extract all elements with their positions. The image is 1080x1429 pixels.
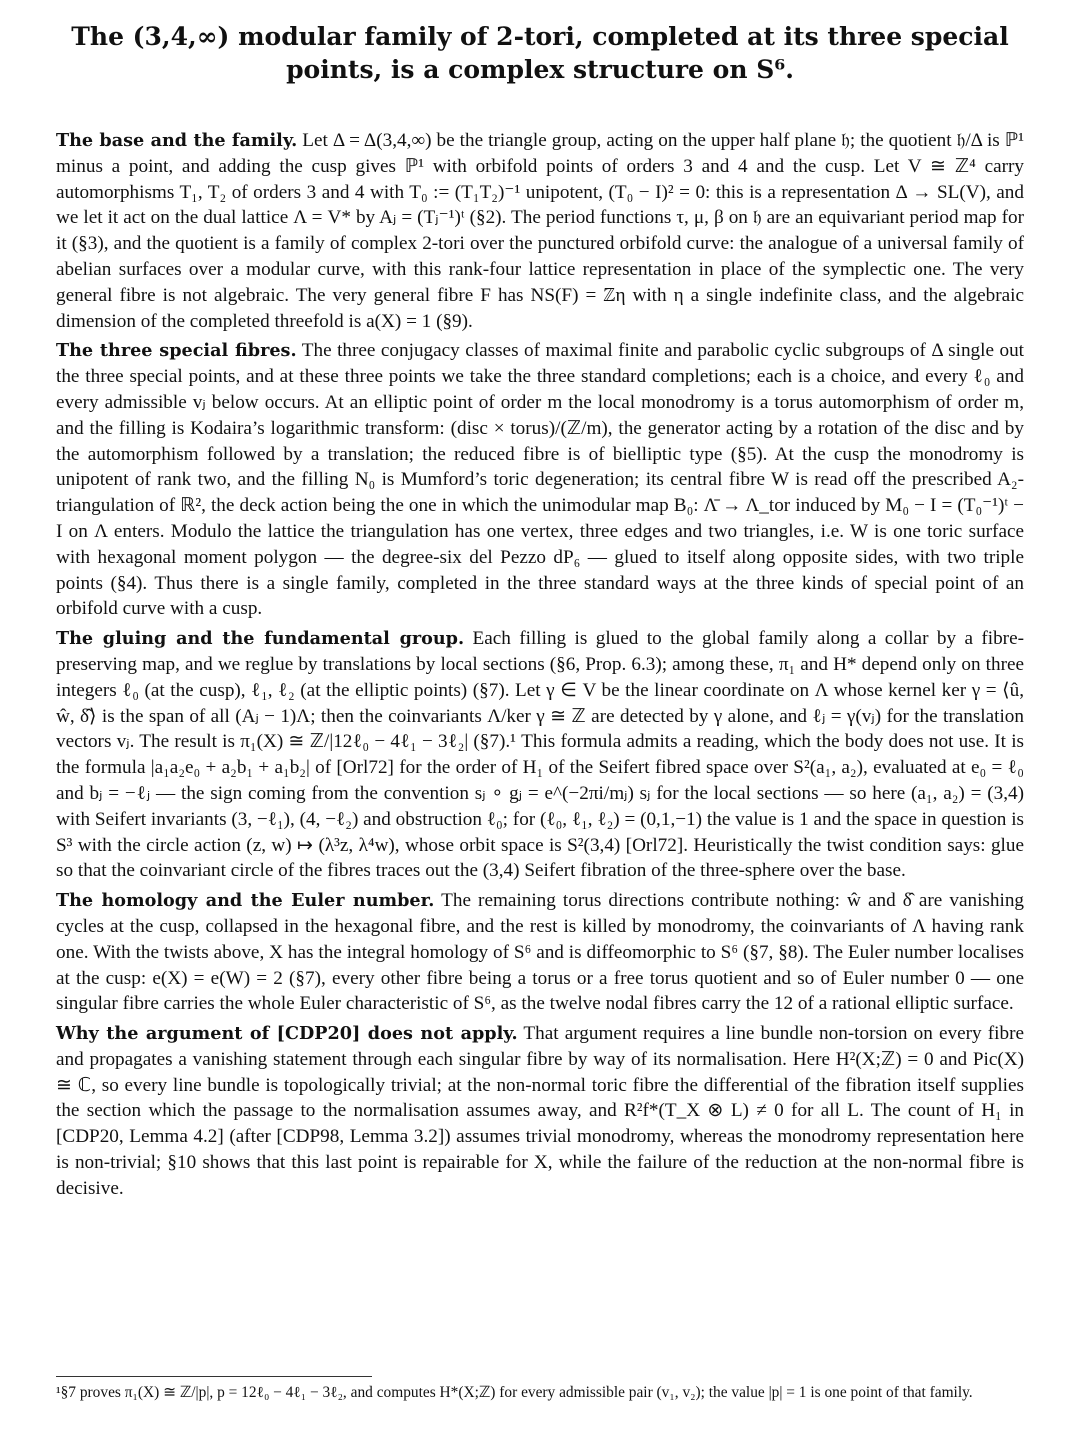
paragraph-heading: The base and the family. <box>56 130 298 151</box>
paragraph-text: The remaining torus directions contribute nothing: ŵ and δ̂ are vanishing cycles at the cusp, collapsed in the hexagonal fibre, and the rest is killed by monodromy, the coinvariants of Λ having rank one. With the twists above, X has the integral homology of S⁶ and is diffeomorphic to S⁶ (§7, §8). The Euler number localises at the cusp: e(X) = e(W) = 2 (§7), every other fibre being a torus or a free torus quotient and so of Euler number 0 — one singular fibre carries the whole Euler characteristic of S⁶, as the twelve nodal fibres carry the 12 of a rational elliptic surface. <box>56 890 1025 1015</box>
paragraph-heading: The three special fibres. <box>56 340 297 362</box>
paragraph-homology <box>56 888 1024 1017</box>
paragraph-text: Each filling is glued to the global family along a collar by a fibre-preserving map, and we reglue by translations by local sections (§6, Prop. 6.3); among these, π₁ and H* depend only on three integers ℓ₀ (at the cusp), ℓ₁, ℓ₂ (at the elliptic points) (§7). Let γ ∈ V be the linear coordinate on Λ whose kernel ker γ = ⟨û, ŵ, δ̂⟩ is the span of all (Aⱼ − 1)Λ; then the coinvariants Λ/ker γ ≅ ℤ are detected by γ alone, and ℓⱼ = γ(vⱼ) for the translation vectors vⱼ. The result is π₁(X) ≅ ℤ/|12ℓ₀ − 4ℓ₁ − 3ℓ₂| (§7).¹ This formula admits a reading, which the body does not use. It is the formula |a₁a₂e₀ + a₂b₁ + a₁b₂| of [Orl72] for the order of H₁ of the Seifert fibred space over S²(a₁, a₂), evaluated at e₀ = ℓ₀ and bⱼ = −ℓⱼ — the sign coming from the convention sⱼ ∘ gⱼ = e^(−2πi/mⱼ) sⱼ for the local sections — so here (a₁, a₂) = (3,4) with Seifert invariants (3, −ℓ₁), (4, −ℓ₂) and obstruction ℓ₀; for (ℓ₀, ℓ₁, ℓ₂) = (0,1,−1) the value is 1 and the space in question is S³ with the circle action (z, w) ↦ (λ³z, λ⁴w), whose orbit space is S²(3,4) [Orl72]. Heuristically the twist condition says: glue so that the coinvariant circle of the fibres traces out the (3,4) Seifert fibration of the three-sphere over the base. <box>56 628 1024 882</box>
paper-page <box>56 20 1024 1206</box>
paragraph-heading: The homology and the Euler number. <box>56 890 435 912</box>
paragraph-special-fibres <box>56 338 1024 622</box>
paragraph-text: Let Δ = Δ(3,4,∞) be the triangle group, acting on the upper half plane 𝔥; the quotient 𝔥/Δ is ℙ¹ minus a point, and adding the cusp gives ℙ¹ with orbifold points of orders 3 and 4 and the cusp. Let V ≅ ℤ⁴ carry automorphisms T₁, T₂ of orders 3 and 4 with T₀ := (T₁T₂)⁻¹ unipotent, (T₀ − I)² = 0: this is a representation Δ → SL(V), and we let it act on the dual lattice Λ = V* by Aⱼ = (Tⱼ⁻¹)ᵗ (§2). The period functions τ, μ, β on 𝔥 are an equivariant period map for it (§3), and the quotient is a family of complex 2-tori over the punctured orbifold curve: the analogue of a universal family of abelian surfaces over a modular curve, with this rank-four lattice representation in place of the symplectic one. The very general fibre is not algebraic. The very general fibre F has NS(F) = ℤη with η a single indefinite class, and the algebraic dimension of the completed threefold is a(X) = 1 (§9). <box>56 130 1025 332</box>
footnote-rule <box>56 1376 372 1377</box>
paragraph-text: The three conjugacy classes of maximal finite and parabolic cyclic subgroups of Δ single out the three special points, and at these three points we take the three standard completions; each is a choice, and every ℓ₀ and every admissible vⱼ below occurs. At an elliptic point of order m the local monodromy is a torus automorphism of order m, and the filling is Kodaira’s logarithmic transform: (disc × torus)/(ℤ/m), the generator acting by a rotation of the disc and by the automorphism followed by a translation; the reduced fibre is of bielliptic type (§5). At the cusp the monodromy is unipotent of rank two, and the filling N₀ is Mumford’s toric degeneration; its central fibre W is read off the prescribed A₂-triangulation of ℝ², the deck action being the one in which the unimodular map B₀: Λ̄ → Λ_tor induced by M₀ − I = (T₀⁻¹)ᵗ − I on Λ enters. Modulo the lattice the triangulation has one vertex, three edges and two triangles, i.e. W is one toric surface with hexagonal moment polygon — the degree-six del Pezzo dP₆ — glued to itself along opposite sides, with two triple points (§4). Thus there is a single family, completed in the three standard ways at the three kinds of special point of an orbifold curve with a cusp. <box>56 340 1024 620</box>
paragraph-cdp20 <box>56 1021 1024 1202</box>
paragraph-heading: The gluing and the fundamental group. <box>56 628 465 650</box>
paper-title: The (3,4,∞) modular family of 2-tori, completed at its three special points, is a complex structure on S⁶. <box>71 22 1009 84</box>
paragraph-text: That argument requires a line bundle non-torsion on every fibre and propagates a vanishing statement through each singular fibre by way of its normalisation. Here H²(X;ℤ) = 0 and Pic(X) ≅ ℂ, so every line bundle is topologically trivial; at the non-normal toric fibre the differential of the fibration itself supplies the section which the passage to the normalisation assumes away, and R²f*(T_X ⊗ L) ≠ 0 for all L. The count of H₁ in [CDP20, Lemma 4.2] (after [CDP98, Lemma 3.2]) assumes trivial monodromy, whereas the monodromy representation here is non-trivial; §10 shows that this last point is repairable for X, while the failure of the reduction at the non-normal fibre is decisive. <box>56 1023 1025 1199</box>
paragraph-gluing <box>56 626 1024 884</box>
paper-body <box>56 128 1024 1202</box>
footnote: ¹§7 proves π₁(X) ≅ ℤ/|p|, p = 12ℓ₀ − 4ℓ₁ − 3ℓ₂, and computes H*(X;ℤ) for every admissible pair (v₁, v₂); the value |p| = 1 is one point of that family. <box>56 1384 973 1401</box>
paragraph-heading: Why the argument of [CDP20] does not apply. <box>56 1023 518 1045</box>
paragraph-base-and-family <box>56 128 1024 334</box>
